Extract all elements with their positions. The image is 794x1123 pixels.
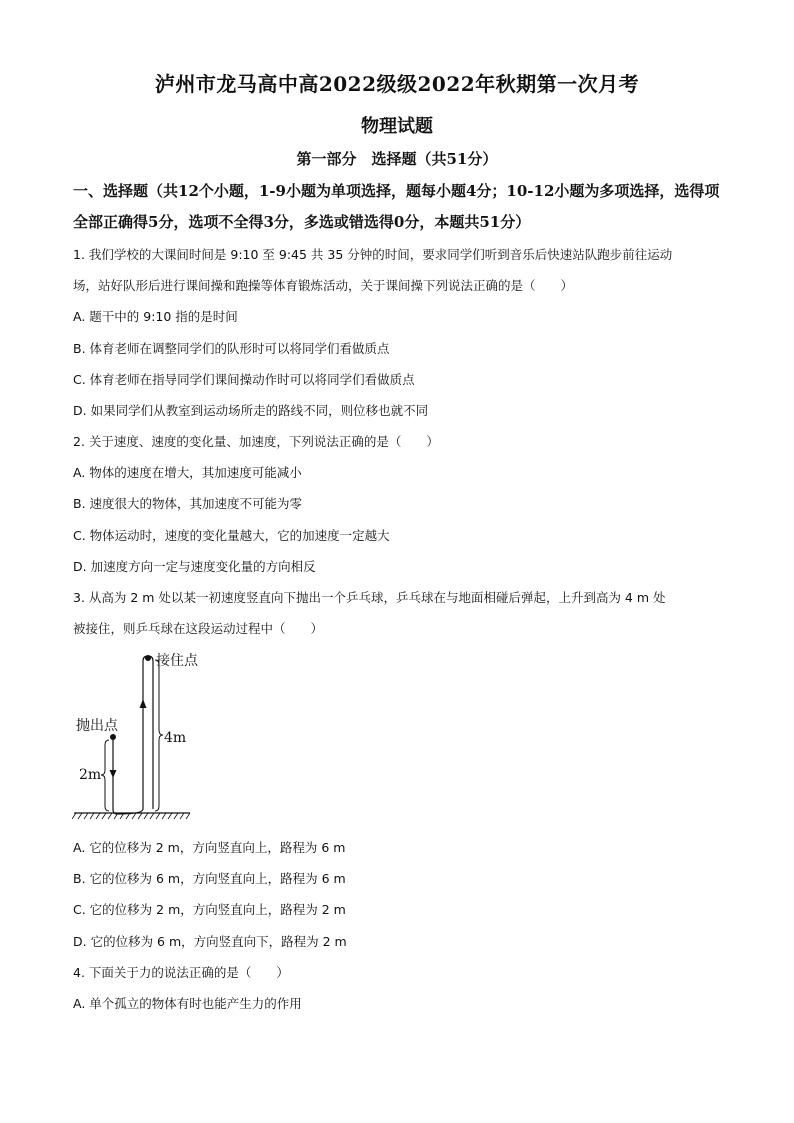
height-4m-label: 4m [164,730,187,746]
q4-option-a: A. 单个孤立的物体有时也能产生力的作用 [73,996,302,1011]
exam-title: 泸州市龙马高中高2022级级2022年秋期第一次月考 [154,72,640,96]
q1-option-b: B. 体育老师在调整同学们的队形时可以将同学们看做质点 [73,341,390,356]
throw-point-dot [110,734,116,740]
q1-stem-line-2: 场，站好队形后进行课间操和跑操等体育锻炼活动，关于课间操下列说法正确的是（ ） [73,278,574,293]
section-heading: 一、选择题（共12个小题，1-9小题为单项选择，题每小题4分；10-12小题为多项选择，选得项全部正确得5分，选项不全得3分，多选或错选得0分，本题共51分） [73,182,720,231]
q2-option-a: A. 物体的速度在增大，其加速度可能减小 [73,465,302,480]
brace-2m [101,740,109,811]
q3-option-c: C. 它的位移为 2 m，方向竖直向上，路程为 2 m [73,902,346,917]
q2-stem: 2. 关于速度、速度的变化量、加速度，下列说法正确的是（ ） [73,434,439,449]
catch-point-dot [145,655,151,661]
q2-option-d: D. 加速度方向一定与速度变化量的方向相反 [73,559,316,574]
q1-option-a: A. 题干中的 9:10 指的是时间 [73,309,238,324]
subject-title: 物理试题 [361,116,433,137]
up-path [117,656,153,814]
q2-option-b: B. 速度很大的物体，其加速度不可能为零 [73,496,303,511]
catch-point-label: 接住点 [156,653,198,669]
q1-option-c: C. 体育老师在指导同学们课间操动作时可以将同学们看做质点 [73,372,415,387]
q3-stem-line-1: 3. 从高为 2 m 处以某一初速度竖直向下抛出一个乒乓球，乒乓球在与地面相碰后弹起，上升到高为 4 m 处 [73,590,666,605]
up-arrowhead [140,699,147,708]
down-arrowhead [110,770,117,778]
throw-point-label: 抛出点 [76,718,118,734]
part-title: 第一部分 选择题（共51分） [296,150,498,168]
height-2m-label: 2m [79,767,102,783]
q3-option-d: D. 它的位移为 6 m，方向竖直向下，路程为 2 m [73,934,347,949]
q3-option-b: B. 它的位移为 6 m，方向竖直向上，路程为 6 m [73,871,346,886]
q3-stem-line-2: 被接住，则乒乓球在这段运动过程中（ ） [73,621,324,636]
brace-4m [155,660,163,811]
q1-option-d: D. 如果同学们从教室到运动场所走的路线不同，则位移也就不同 [73,403,429,418]
q2-option-c: C. 物体运动时，速度的变化量越大，它的加速度一定越大 [73,528,390,543]
bounce-diagram [72,646,252,821]
q3-option-a: A. 它的位移为 2 m，方向竖直向上，路程为 6 m [73,840,346,855]
q4-stem: 4. 下面关于力的说法正确的是（ ） [73,965,289,980]
q1-stem-line-1: 1. 我们学校的大课间时间是 9:10 至 9:45 共 35 分钟的时间，要求同学们听到音乐后快速站队跑步前往运动 [73,247,673,262]
